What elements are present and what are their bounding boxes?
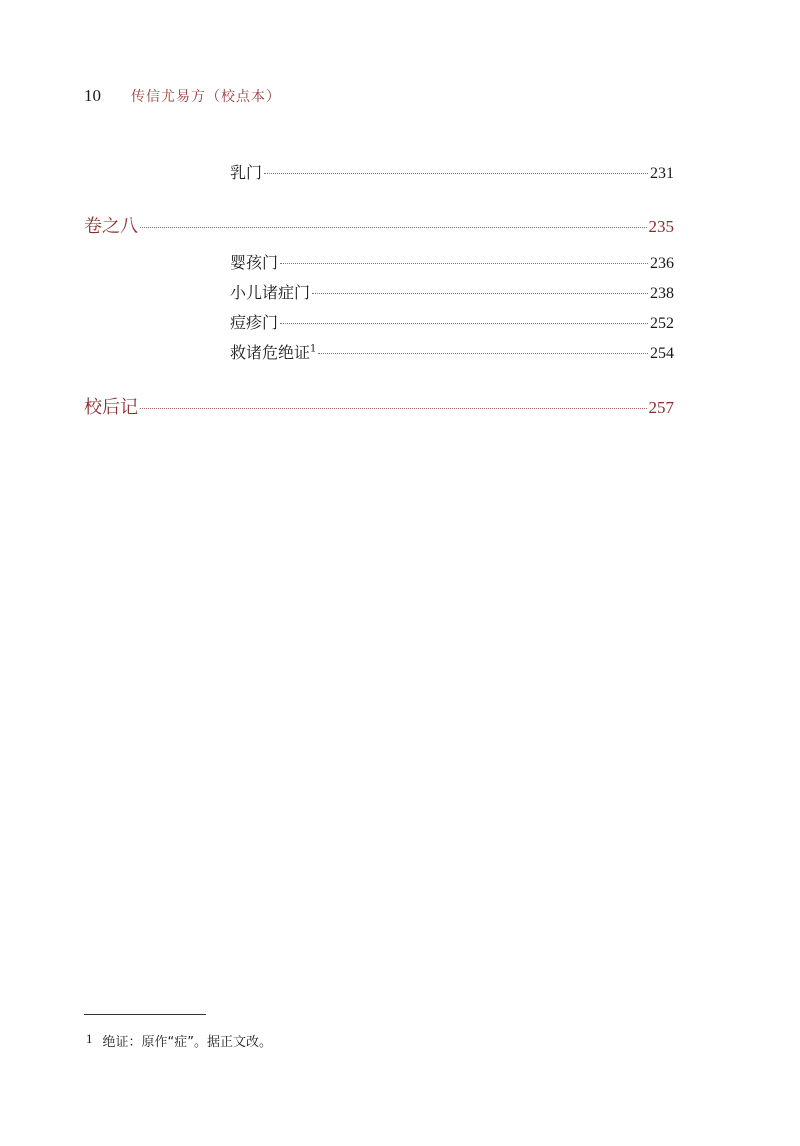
toc-entry-label-text: 救诸危绝证: [230, 343, 311, 362]
footnote-ref[interactable]: 1: [310, 343, 317, 355]
toc-chapter-label: 校后记: [84, 397, 138, 418]
toc-chapter-page: 235: [648, 217, 674, 236]
dot-leader: [280, 263, 648, 264]
toc-entry-xiao-er-zhu-zheng-men[interactable]: [230, 280, 674, 303]
toc-entry-ying-hai-men[interactable]: [230, 250, 674, 273]
toc-entry-label: 小儿诸症门: [230, 283, 311, 302]
book-title: 传信尤易方（校点本）: [131, 89, 281, 105]
dot-leader: [264, 173, 648, 174]
toc-chapter-jiao-hou-ji[interactable]: [84, 393, 674, 419]
toc-entry-ru-men[interactable]: [230, 160, 674, 183]
toc-entry-jiu-zhu-wei-jue-zheng[interactable]: [230, 340, 674, 363]
toc-chapter-juan-zhi-ba[interactable]: [84, 212, 674, 238]
dot-leader: [312, 293, 648, 294]
toc-entry-page: 254: [650, 345, 674, 362]
footnote: [86, 1031, 272, 1050]
toc-entry-label: [230, 340, 316, 363]
toc-entry-page: 231: [650, 165, 674, 182]
dot-leader: [318, 353, 648, 354]
toc-entry-label: 婴孩门: [230, 253, 279, 272]
toc-entry-page: 236: [650, 255, 674, 272]
toc-entry-page: 238: [650, 285, 674, 302]
toc-entry-page: 252: [650, 315, 674, 332]
running-header: [84, 86, 281, 106]
page-number: 10: [84, 86, 101, 105]
footnote-divider: [84, 1014, 206, 1015]
footnote-text: 绝证：原作“症”。据正文改。: [102, 1035, 272, 1050]
toc-entry-dou-zhen-men[interactable]: [230, 310, 674, 333]
dot-leader: [280, 323, 648, 324]
toc-chapter-page: 257: [648, 398, 674, 417]
toc-chapter-label: 卷之八: [84, 216, 138, 237]
toc-entry-label: 痘疹门: [230, 313, 279, 332]
dot-leader: [140, 227, 647, 228]
toc-entry-label: 乳门: [230, 163, 263, 182]
dot-leader: [140, 408, 647, 409]
footnote-number: 1: [86, 1031, 93, 1046]
